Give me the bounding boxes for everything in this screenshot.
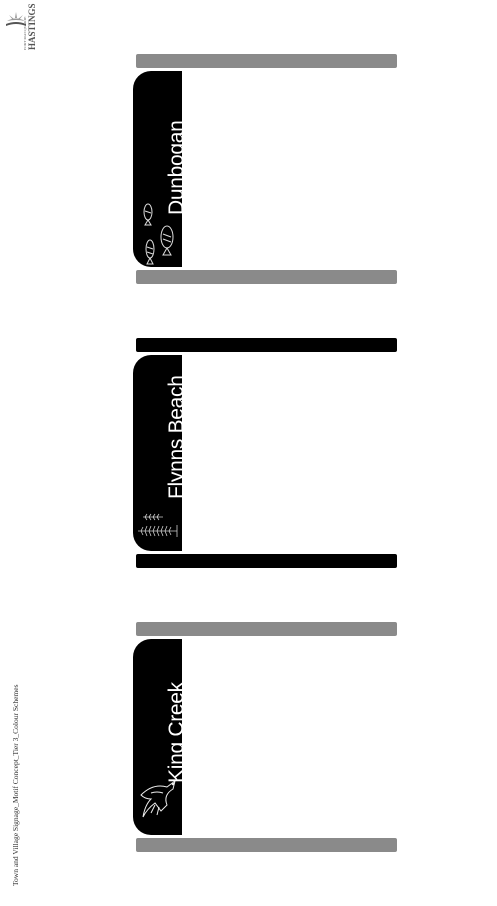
- logo-title: HASTINGS: [26, 3, 37, 50]
- bottom-bar: [136, 838, 397, 852]
- sign-flynns-beach: [133, 338, 399, 568]
- bottom-bar: [136, 554, 397, 568]
- top-bar: [136, 54, 397, 68]
- council-logo: [4, 3, 48, 50]
- sign-panel: [133, 355, 188, 551]
- sign-name: Flynns Beach: [165, 375, 188, 499]
- top-bar: [136, 338, 397, 352]
- sign-name: King Creek: [165, 682, 188, 783]
- sign-panel: [133, 71, 188, 267]
- logo-wordmark: [23, 3, 37, 50]
- bottom-bar: [136, 270, 397, 284]
- document-caption: Town and Village Signage_Motif Concept_Tier 3_Colour Schemes: [11, 684, 20, 886]
- sign-dunbogan: [133, 54, 399, 284]
- logo-subtitle: PORT MACQUARIE: [23, 16, 27, 50]
- top-bar: [136, 622, 397, 636]
- sign-king-creek: [133, 622, 399, 852]
- sign-name: Dunbogan: [165, 120, 188, 215]
- sign-panel: [133, 639, 188, 835]
